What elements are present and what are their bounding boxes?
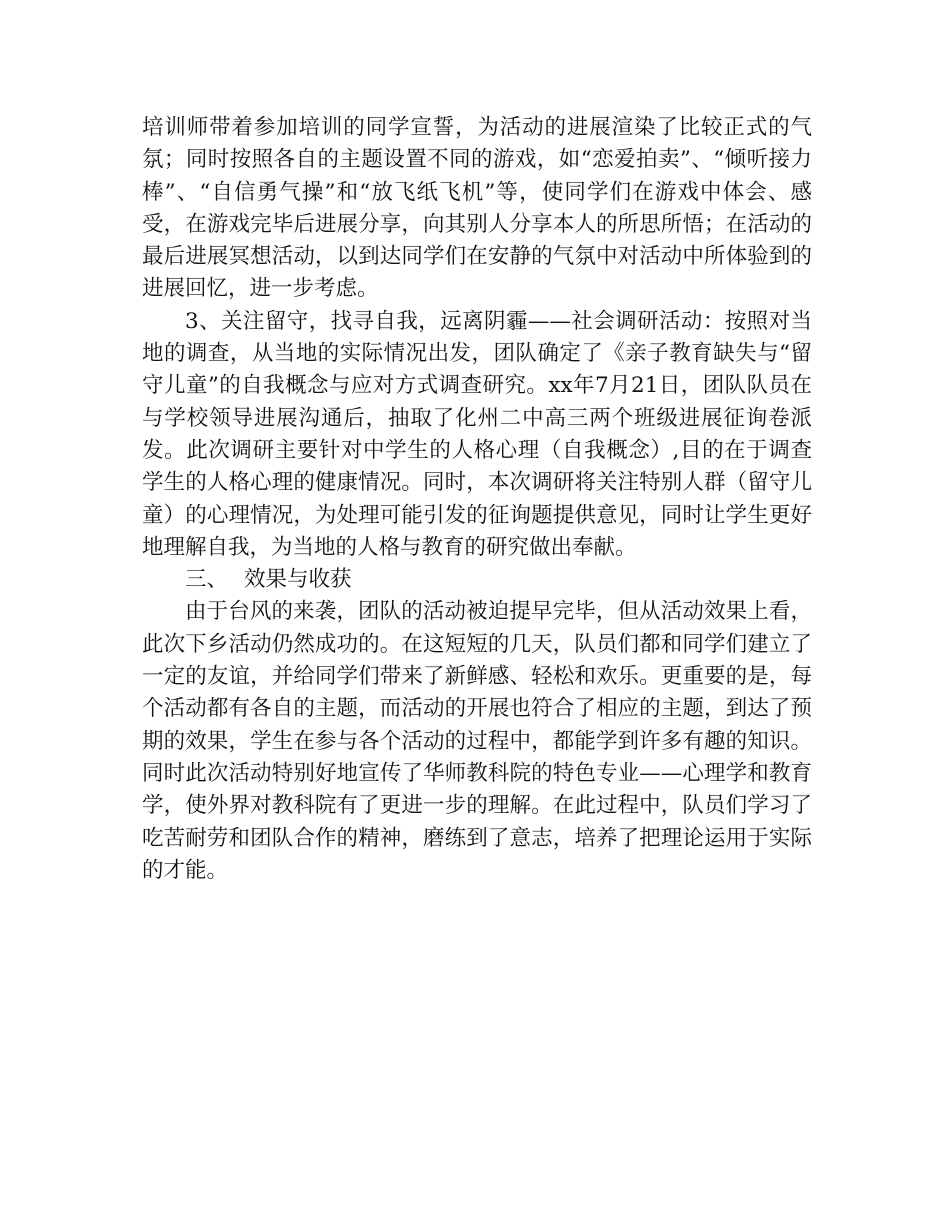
paragraph-training-activities: 培训师带着参加培训的同学宣誓，为活动的进展渲染了比较正式的气氛；同时按照各自的主题设置不同的游戏，如“恋爱拍卖”、“倾听接力棒”、“自信勇气操”和“放飞纸飞机”等，使同学们在游戏中体会、感受，在游戏完毕后进展分享，向其别人分享本人的所思所悟；在活动的最后进展冥想活动，以到达同学们在安静的气氛中对活动中所体验到的进展回忆，进一步考虑。 — [142, 115, 812, 302]
section-heading-number: 三、 — [185, 567, 229, 593]
paragraph-results: 由于台风的来袭，团队的活动被迫提早完毕，但从活动效果上看，此次下乡活动仍然成功的。在这短短的几天，队员们都和同学们建立了一定的友谊，并给同学们带来了新鲜感、轻松和欢乐。更重要的是，每个活动都有各自的主题，而活动的开展也符合了相应的主题，到达了预期的效果，学生在参与各个活动的过程中，都能学到许多有趣的知识。同时此次活动特别好地宣传了华师教科院的特色专业——心理学和教育学，使外界对教科院有了更进一步的理解。在此过程中，队员们学习了吃苦耐劳和团队合作的精神，磨练到了意志，培养了把理论运用于实际的才能。 — [142, 599, 812, 883]
document-body — [142, 112, 812, 887]
paragraph-social-research: 3、关注留守，找寻自我，远离阴霾——社会调研活动：按照对当地的调查，从当地的实际情况出发，团队确定了《亲子教育缺失与“留守儿童”的自我概念与应对方式调查研究。xx年7月21日，团队队员在与学校领导进展沟通后，抽取了化州二中高三两个班级进展征询卷派发。此次调研主要针对中学生的人格心理（自我概念）,目的在于调查学生的人格心理的健康情况。同时，本次调研将关注特别人群（留守儿童）的心理情况，为处理可能引发的征询题提供意见，同时让学生更好地理解自我，为当地的人格与教育的研究做出奉献。 — [142, 308, 812, 560]
section-heading-title: 效果与收获 — [244, 567, 352, 593]
section-heading — [142, 564, 812, 596]
